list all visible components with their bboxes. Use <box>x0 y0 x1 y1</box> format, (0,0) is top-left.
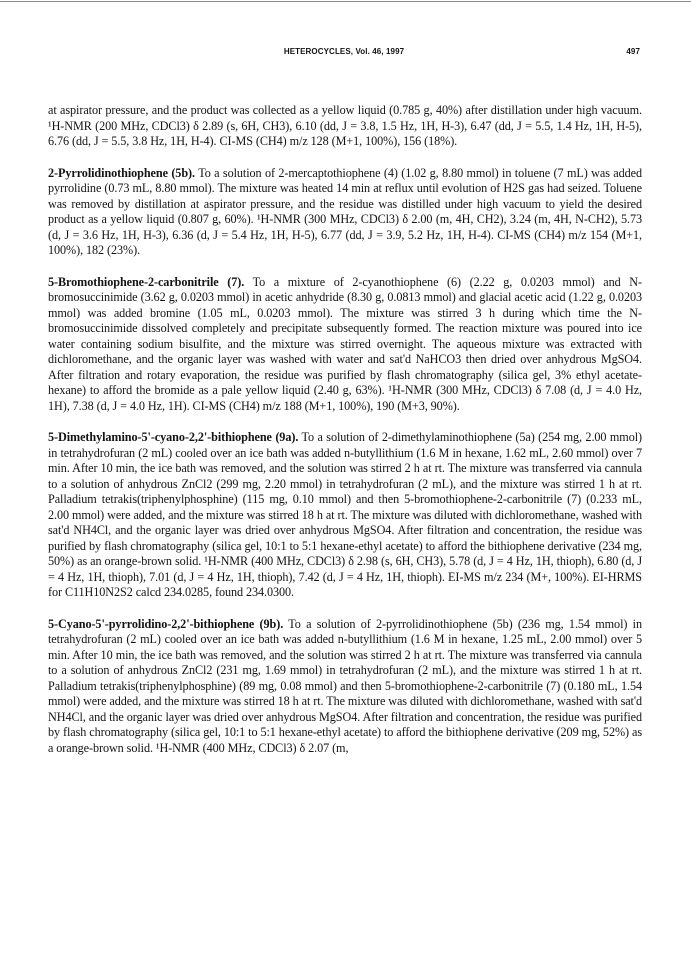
paragraph-5b <box>48 166 642 259</box>
page-body <box>48 103 642 756</box>
paragraph-body: at aspirator pressure, and the product was collected as a yellow liquid (0.785 g, 40%) after distillation under high vacuum. ¹H-NMR (200 MHz, CDCl3) δ 2.89 (s, 6H, CH3), 6.10 (dd, J = 3.8, 1.5 Hz, 1H, H-3), 6.47 (dd, J = 5.5, 1.4 Hz, 1H, H-5), 6.76 (dd, J = 5.5, 3.8 Hz, 1H, H-4). CI-MS (CH4) m/z 128 (M+1, 100%), 156 (18%). <box>48 103 642 148</box>
compound-heading: 5-Dimethylamino-5'-cyano-2,2'-bithiophene (9a). <box>48 430 299 444</box>
paragraph-body: To a solution of 2-mercaptothiophene (4) (1.02 g, 8.80 mmol) in toluene (7 mL) was added pyrrolidine (0.73 mL, 8.80 mmol). The mixture was heated 14 min at reflux until evolution of H2S gas had seized. Toluene was removed by distillation at aspirator pressure, and the residue was distilled under high vacuum to yield the desired product as a yellow liquid (0.807 g, 60%). ¹H-NMR (300 MHz, CDCl3) δ 2.00 (m, 4H, CH2), 3.24 (m, 4H, N-CH2), 5.73 (d, J = 3.6 Hz, 1H, H-3), 6.36 (d, J = 5.4 Hz, 1H, H-5), 6.77 (dd, J = 3.9, 5.2 Hz, 1H, H-4). CI-MS (CH4) m/z 154 (M+1, 100%), 182 (23%). <box>48 165 642 257</box>
compound-heading: 2-Pyrrolidinothiophene (5b). <box>48 165 195 180</box>
page-number: 497 <box>626 47 640 56</box>
top-rule <box>0 1 691 2</box>
paragraph-7 <box>48 275 642 415</box>
compound-heading: 5-Cyano-5'-pyrrolidino-2,2'-bithiophene (9b). <box>48 616 284 631</box>
paragraph-body: To a solution of 2-pyrrolidinothiophene (5b) (236 mg, 1.54 mmol) in tetrahydrofuran (2 mL) cooled over an ice bath was added n-butyllithium (1.6 M in hexane, 1.25 mL, 2.00 mmol) over 5 min. After 10 min, the ice bath was removed, and the solution was stirred 2 h at rt. The mixture was transferred via cannula to a solution of anhydrous ZnCl2 (231 mg, 1.69 mmol) in tetrahydrofuran (2 mL), and the mixture was stirred 1 h at rt. Palladium tetrakis(triphenylphosphine) (89 mg, 0.08 mmol) and then 5-bromothiophene-2-carbonitrile (7) (0.180 mL, 1.54 mmol) were added, and the mixture was stirred 18 h at rt. The mixture was diluted with dichloromethane, washed with sat'd NH4Cl, and the organic layer was dried over anhydrous MgSO4. After filtration and concentration, the residue was purified by flash chromatography (silica gel, 10:1 to 5:1 hexane-ethyl acetate) to afford the bithiophene derivative (209 mg, 52%) as a orange-brown solid. ¹H-NMR (400 MHz, CDCl3) δ 2.07 (m, <box>48 616 642 755</box>
paragraph-continuation <box>48 103 642 150</box>
paragraph-body: To a mixture of 2-cyanothiophene (6) (2.22 g, 0.0203 mmol) and N-bromosuccinimide (3.62 g, 0.0203 mmol) in acetic anhydride (8.30 g, 0.0813 mmol) and glacial acetic acid (1.22 g, 0.0203 mmol) was added bromine (1.05 mL, 0.0203 mmol). The mixture was stirred 3 h during which time the N-bromosuccinimide dissolved completely and precipitate subsequently formed. The reaction mixture was poured into ice water containing sodium bisulfite, and the mixture was stirred overnight. The aqueous mixture was extracted with dichloromethane, and the organic layer was washed with water and sat'd NaHCO3 then dried over anhydrous MgSO4. After filtration and rotary evaporation, the residue was purified by flash chromatography (silica gel, 3% ethyl acetate-hexane) to afford the bromide as a pale yellow liquid (2.40 g, 63%). ¹H-NMR (300 MHz, CDCl3) δ 7.08 (d, J = 4.0 Hz, 1H), 7.38 (d, J = 4.0 Hz, 1H). CI-MS (CH4) m/z 188 (M+1, 100%), 190 (M+3, 90%). <box>48 274 642 413</box>
journal-citation: HETEROCYCLES, Vol. 46, 1997 <box>283 47 405 56</box>
paragraph-9b <box>48 617 642 757</box>
paragraph-body: To a solution of 2-dimethylaminothiophene (5a) (254 mg, 2.00 mmol) in tetrahydrofuran (2 mL) cooled over an ice bath was added n-butyllithium (1.6 M in hexane, 1.62 mL, 2.60 mmol) over 7 min. After 10 min, the ice bath was removed, and the solution was stirred 2 h at rt. The mixture was transferred via cannula to a solution of anhydrous ZnCl2 (299 mg, 2.20 mmol) in tetrahydrofuran (2 mL), and the mixture was stirred 1 h at rt. Palladium tetrakis(triphenylphosphine) (115 mg, 0.10 mmol) and then 5-bromothiophene-2-carbonitrile (7) (0.233 mL, 2.00 mmol) were added, and the mixture was stirred 18 h at rt. The mixture was diluted with dichloromethane, washed with sat'd NH4Cl, and the organic layer was dried over anhydrous MgSO4. After filtration and concentration, the residue was purified by flash chromatography (silica gel, 10:1 to 5:1 hexane-ethyl acetate) to afford the bithiophene derivative (234 mg, 50%) as an orange-brown solid. ¹H-NMR (400 MHz, CDCl3) δ 2.98 (s, 6H, CH3), 5.78 (d, J = 4 Hz, 1H, thioph), 6.80 (d, J = 4 Hz, 1H, thioph), 7.01 (d, J = 4 Hz, 1H, thioph), 7.42 (d, J = 4 Hz, 1H, thioph). EI-MS m/z 234 (M+, 100%). EI-HRMS for C11H10N2S2 calcd 234.0285, found 234.0300. <box>48 430 642 599</box>
paragraph-9a <box>48 430 642 601</box>
compound-heading: 5-Bromothiophene-2-carbonitrile (7). <box>48 274 245 289</box>
running-header <box>48 47 640 59</box>
